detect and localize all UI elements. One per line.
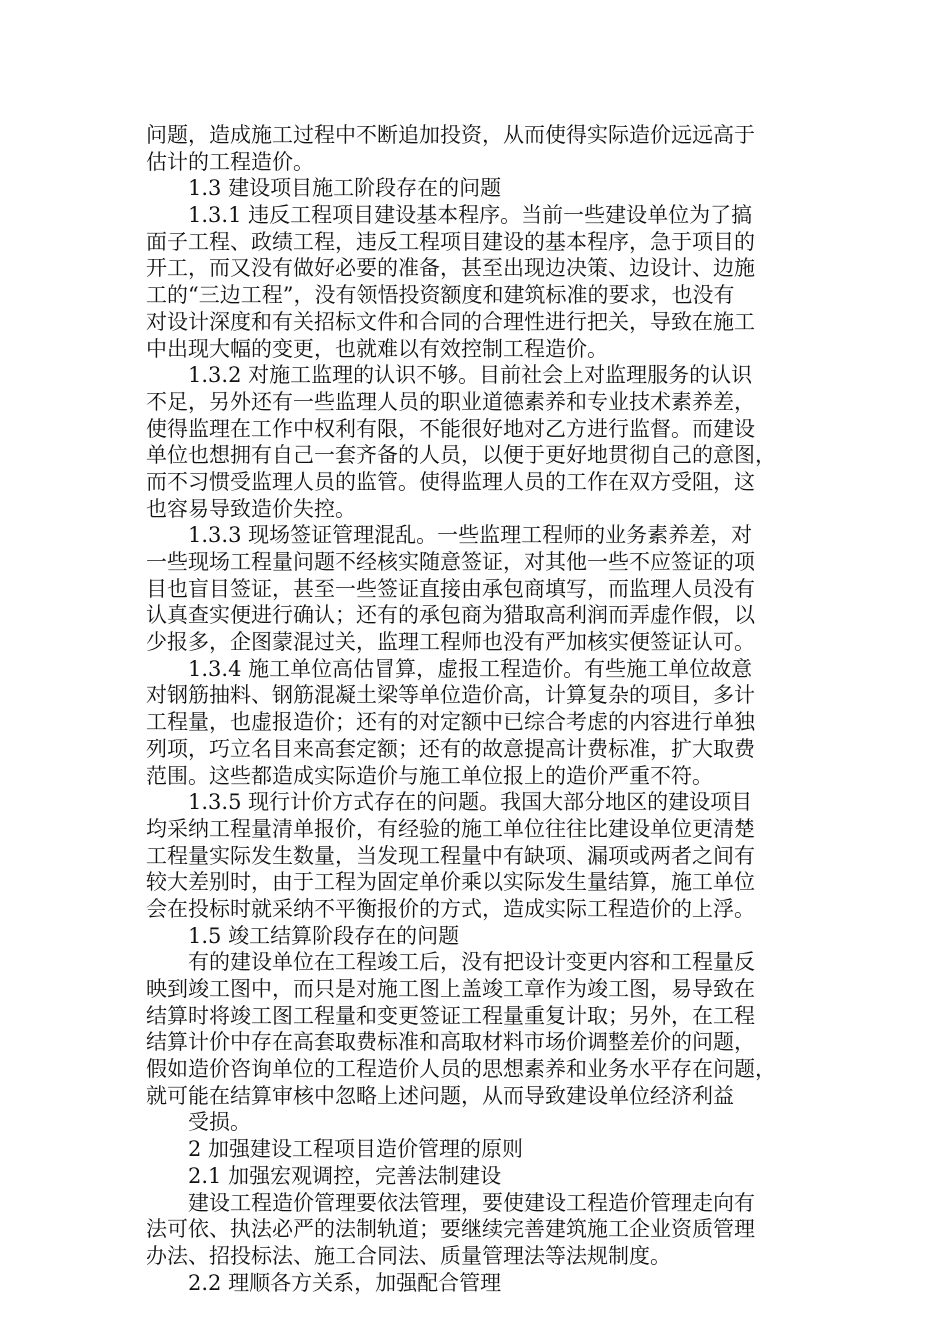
text-line: 1.3.5 现行计价方式存在的问题。我国大部分地区的建设项目 <box>188 790 753 815</box>
text-line: 也容易导致造价失控。 <box>146 496 356 521</box>
text-line: 1.5 竣工结算阶段存在的问题 <box>188 923 460 948</box>
text-line: 有的建设单位在工程竣工后，没有把设计变更内容和工程量反 <box>188 950 755 975</box>
text-line: 就可能在结算审核中忽略上述问题，从而导致建设单位经济利益 <box>146 1083 734 1108</box>
text-line: 1.3.2 对施工监理的认识不够。目前社会上对监理服务的认识 <box>188 363 753 388</box>
text-line: 对钢筋抽料、钢筋混凝土梁等单位造价高，计算复杂的项目，多计 <box>146 683 755 708</box>
text-line: 工的“三边工程”，没有领悟投资额度和建筑标准的要求，也没有 <box>146 283 735 308</box>
text-line: 假如造价咨询单位的工程造价人员的思想素养和业务水平存在问题， <box>146 1057 776 1082</box>
text-line: 不足，另外还有一些监理人员的职业道德素养和专业技术素养差， <box>146 389 755 414</box>
text-line: 一些现场工程量问题不经核实随意签证，对其他一些不应签证的项 <box>146 550 755 574</box>
text-line: 工程量实际发生数量，当发现工程量中有缺项、漏项或两者之间有 <box>146 843 755 868</box>
text-line: 范围。这些都造成实际造价与施工单位报上的造价严重不符。 <box>146 763 713 788</box>
text-line: 1.3.3 现场签证管理混乱。一些监理工程师的业务素养差，对 <box>188 523 753 548</box>
text-line: 2.2 理顺各方关系，加强配合管理 <box>188 1270 502 1295</box>
document-body <box>146 122 806 1296</box>
text-line: 目也盲目签证，甚至一些签证直接由承包商填写，而监理人员没有 <box>146 576 755 601</box>
text-line: 列项，巧立名目来高套定额；还有的故意提高计费标准，扩大取费 <box>146 736 755 761</box>
text-line: 较大差别时，由于工程为固定单价乘以实际发生量结算，施工单位 <box>146 870 755 895</box>
text-line: 会在投标时就采纳不平衡报价的方式，造成实际工程造价的上浮。 <box>146 896 755 921</box>
text-line: 结算时将竣工图工程量和变更签证工程量重复计取；另外，在工程 <box>146 1003 755 1028</box>
text-line: 1.3.1 违反工程项目建设基本程序。当前一些建设单位为了搞 <box>188 203 753 228</box>
text-line: 认真查实便进行确认；还有的承包商为猎取高利润而弄虚作假，以 <box>146 603 755 628</box>
text-line: 法可依、执法必严的法制轨道；要继续完善建筑施工企业资质管理 <box>146 1217 755 1242</box>
text-line: 面子工程、政绩工程，违反工程项目建设的基本程序，急于项目的 <box>146 229 755 254</box>
text-line: 开工，而又没有做好必要的准备，甚至出现边决策、边设计、边施 <box>146 256 755 281</box>
text-line: 1.3.4 施工单位高估冒算，虚报工程造价。有些施工单位故意 <box>188 656 753 681</box>
text-line: 工程量，也虚报造价；还有的对定额中已综合考虑的内容进行单独 <box>146 710 755 735</box>
text-line: 办法、招投标法、施工合同法、质量管理法等法规制度。 <box>146 1243 671 1268</box>
text-line: 1.3 建设项目施工阶段存在的问题 <box>188 176 502 201</box>
text-line: 2 加强建设工程项目造价管理的原则 <box>188 1137 524 1162</box>
text-line: 中出现大幅的变更，也就难以有效控制工程造价。 <box>146 336 608 361</box>
text-line: 单位也想拥有自己一套齐备的人员，以便于更好地贯彻自己的意图， <box>146 443 776 468</box>
text-line: 对设计深度和有关招标文件和合同的合理性进行把关，导致在施工 <box>146 309 755 334</box>
text-line: 估计的工程造价。 <box>146 149 314 174</box>
text-line: 少报多，企图蒙混过关，监理工程师也没有严加核实便签证认可。 <box>146 630 755 655</box>
text-line: 问题，造成施工过程中不断追加投资，从而使得实际造价远远高于 <box>146 123 755 147</box>
text-line: 2.1 加强宏观调控，完善法制建设 <box>188 1163 502 1188</box>
text-line: 均采纳工程量清单报价，有经验的施工单位往往比建设单位更清楚 <box>146 816 755 841</box>
text-line: 映到竣工图中，而只是对施工图上盖竣工章作为竣工图，易导致在 <box>146 977 755 1001</box>
text-line: 建设工程造价管理要依法管理，要使建设工程造价管理走向有 <box>188 1190 755 1215</box>
text-line: 使得监理在工作中权利有限，不能很好地对乙方进行监督。而建设 <box>146 416 755 441</box>
text-line: 而不习惯受监理人员的监管。使得监理人员的工作在双方受阻，这 <box>146 469 755 494</box>
text-line: 结算计价中存在高套取费标准和高取材料市场价调整差价的问题， <box>146 1030 755 1055</box>
text-line: 受损。 <box>188 1110 251 1135</box>
